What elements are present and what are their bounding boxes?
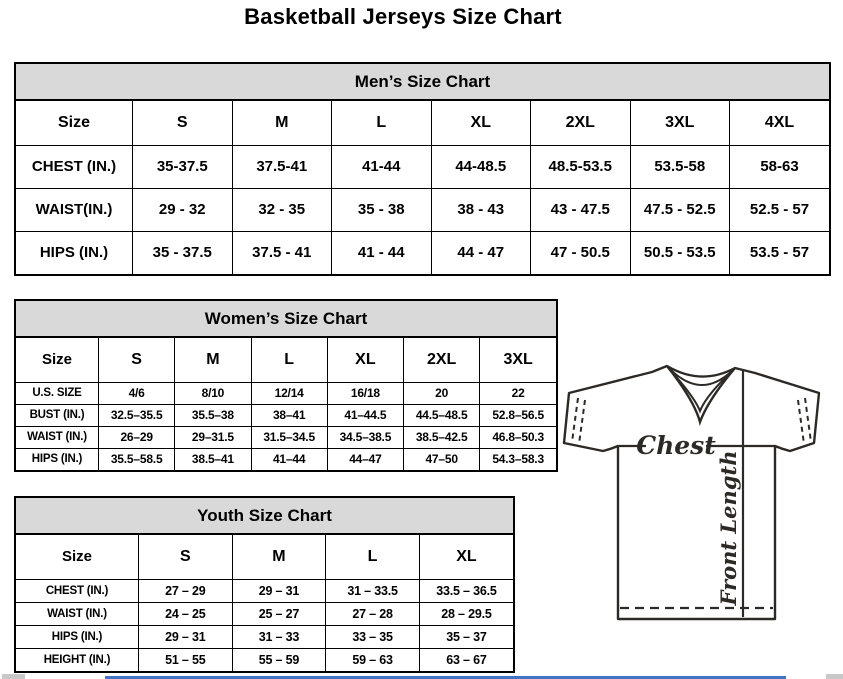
chest-measure-label: Chest bbox=[636, 431, 716, 460]
value-cell: 44-48.5 bbox=[431, 145, 531, 188]
value-cell: 48.5-53.5 bbox=[531, 145, 631, 188]
size-header-cell: M bbox=[232, 101, 332, 145]
value-cell: 22 bbox=[480, 382, 556, 404]
measurement-row bbox=[16, 579, 513, 602]
value-cell: 59 – 63 bbox=[326, 648, 420, 671]
value-cell: 20 bbox=[404, 382, 480, 404]
measurement-row bbox=[16, 448, 556, 470]
measurement-row bbox=[16, 648, 513, 671]
value-cell: 53.5 - 57 bbox=[730, 231, 830, 274]
measurement-row bbox=[16, 231, 829, 274]
value-cell: 27 – 28 bbox=[326, 602, 420, 625]
womens-size-table bbox=[16, 338, 556, 470]
size-header-row bbox=[16, 535, 513, 579]
value-cell: 25 – 27 bbox=[232, 602, 326, 625]
size-header-cell: M bbox=[232, 535, 326, 579]
size-header-cell: L bbox=[251, 338, 327, 382]
row-label-cell: WAIST (IN.) bbox=[16, 426, 99, 448]
womens-size-chart-section bbox=[14, 299, 558, 472]
row-label-cell: WAIST(IN.) bbox=[16, 188, 133, 231]
value-cell: 29 – 31 bbox=[139, 625, 233, 648]
value-cell: 28 – 29.5 bbox=[419, 602, 513, 625]
size-header-row bbox=[16, 338, 556, 382]
value-cell: 33 – 35 bbox=[326, 625, 420, 648]
value-cell: 4/6 bbox=[99, 382, 175, 404]
measurement-row bbox=[16, 404, 556, 426]
row-label-cell: HIPS (IN.) bbox=[16, 231, 133, 274]
measurement-row bbox=[16, 382, 556, 404]
value-cell: 50.5 - 53.5 bbox=[630, 231, 730, 274]
size-header-cell: 3XL bbox=[630, 101, 730, 145]
value-cell: 31 – 33 bbox=[232, 625, 326, 648]
value-cell: 41–44.5 bbox=[327, 404, 403, 426]
value-cell: 55 – 59 bbox=[232, 648, 326, 671]
value-cell: 33.5 – 36.5 bbox=[419, 579, 513, 602]
value-cell: 41 - 44 bbox=[332, 231, 432, 274]
measurement-row bbox=[16, 625, 513, 648]
value-cell: 29 – 31 bbox=[232, 579, 326, 602]
mens-chart-title: Men’s Size Chart bbox=[16, 64, 829, 101]
size-header-cell: L bbox=[326, 535, 420, 579]
value-cell: 32 - 35 bbox=[232, 188, 332, 231]
measurement-row bbox=[16, 426, 556, 448]
value-cell: 24 – 25 bbox=[139, 602, 233, 625]
value-cell: 26–29 bbox=[99, 426, 175, 448]
value-cell: 16/18 bbox=[327, 382, 403, 404]
youth-size-table bbox=[16, 535, 513, 671]
value-cell: 31 – 33.5 bbox=[326, 579, 420, 602]
value-cell: 32.5–35.5 bbox=[99, 404, 175, 426]
scrollbar-left-track[interactable] bbox=[2, 674, 25, 679]
measurement-row bbox=[16, 188, 829, 231]
value-cell: 38 - 43 bbox=[431, 188, 531, 231]
value-cell: 51 – 55 bbox=[139, 648, 233, 671]
mens-size-chart-section bbox=[14, 62, 831, 276]
scrollbar-right-track[interactable] bbox=[826, 674, 843, 679]
value-cell: 35-37.5 bbox=[133, 145, 233, 188]
value-cell: 43 - 47.5 bbox=[531, 188, 631, 231]
value-cell: 29 - 32 bbox=[133, 188, 233, 231]
value-cell: 53.5-58 bbox=[630, 145, 730, 188]
size-header-cell: M bbox=[175, 338, 251, 382]
row-label-cell: HIPS (IN.) bbox=[16, 625, 139, 648]
value-cell: 47–50 bbox=[404, 448, 480, 470]
row-label-cell: HEIGHT (IN.) bbox=[16, 648, 139, 671]
value-cell: 44.5–48.5 bbox=[404, 404, 480, 426]
row-label-cell: BUST (IN.) bbox=[16, 404, 99, 426]
value-cell: 35 - 38 bbox=[332, 188, 432, 231]
value-cell: 12/14 bbox=[251, 382, 327, 404]
jersey-diagram bbox=[556, 358, 830, 626]
measurement-row bbox=[16, 145, 829, 188]
row-label-cell: WAIST (IN.) bbox=[16, 602, 139, 625]
size-column-header: Size bbox=[16, 101, 133, 145]
value-cell: 44 - 47 bbox=[431, 231, 531, 274]
value-cell: 35 – 37 bbox=[419, 625, 513, 648]
value-cell: 41–44 bbox=[251, 448, 327, 470]
value-cell: 37.5 - 41 bbox=[232, 231, 332, 274]
value-cell: 63 – 67 bbox=[419, 648, 513, 671]
youth-chart-title: Youth Size Chart bbox=[16, 498, 513, 535]
value-cell: 44–47 bbox=[327, 448, 403, 470]
value-cell: 52.5 - 57 bbox=[730, 188, 830, 231]
value-cell: 47.5 - 52.5 bbox=[630, 188, 730, 231]
value-cell: 52.8–56.5 bbox=[480, 404, 556, 426]
size-header-cell: 3XL bbox=[480, 338, 556, 382]
value-cell: 58-63 bbox=[730, 145, 830, 188]
size-column-header: Size bbox=[16, 338, 99, 382]
jersey-illustration bbox=[556, 358, 830, 626]
size-header-cell: XL bbox=[431, 101, 531, 145]
value-cell: 41-44 bbox=[332, 145, 432, 188]
womens-chart-title: Women’s Size Chart bbox=[16, 301, 556, 338]
value-cell: 47 - 50.5 bbox=[531, 231, 631, 274]
size-header-cell: S bbox=[99, 338, 175, 382]
size-header-cell: 2XL bbox=[404, 338, 480, 382]
size-header-cell: XL bbox=[419, 535, 513, 579]
front-length-label: Front Length bbox=[716, 450, 741, 606]
size-header-cell: 2XL bbox=[531, 101, 631, 145]
value-cell: 35 - 37.5 bbox=[133, 231, 233, 274]
row-label-cell: U.S. SIZE bbox=[16, 382, 99, 404]
value-cell: 54.3–58.3 bbox=[480, 448, 556, 470]
mens-size-table bbox=[16, 101, 829, 274]
size-header-row bbox=[16, 101, 829, 145]
value-cell: 34.5–38.5 bbox=[327, 426, 403, 448]
value-cell: 27 – 29 bbox=[139, 579, 233, 602]
size-header-cell: XL bbox=[327, 338, 403, 382]
size-column-header: Size bbox=[16, 535, 139, 579]
value-cell: 38.5–41 bbox=[175, 448, 251, 470]
value-cell: 35.5–58.5 bbox=[99, 448, 175, 470]
row-label-cell: CHEST (IN.) bbox=[16, 579, 139, 602]
row-label-cell: HIPS (IN.) bbox=[16, 448, 99, 470]
youth-size-chart-section bbox=[14, 496, 515, 673]
size-header-cell: L bbox=[332, 101, 432, 145]
value-cell: 38.5–42.5 bbox=[404, 426, 480, 448]
size-header-cell: S bbox=[139, 535, 233, 579]
page-title: Basketball Jerseys Size Chart bbox=[244, 4, 562, 29]
size-header-cell: 4XL bbox=[730, 101, 830, 145]
value-cell: 8/10 bbox=[175, 382, 251, 404]
value-cell: 29–31.5 bbox=[175, 426, 251, 448]
size-header-cell: S bbox=[133, 101, 233, 145]
row-label-cell: CHEST (IN.) bbox=[16, 145, 133, 188]
value-cell: 37.5-41 bbox=[232, 145, 332, 188]
value-cell: 46.8–50.3 bbox=[480, 426, 556, 448]
measurement-row bbox=[16, 602, 513, 625]
value-cell: 31.5–34.5 bbox=[251, 426, 327, 448]
value-cell: 38–41 bbox=[251, 404, 327, 426]
value-cell: 35.5–38 bbox=[175, 404, 251, 426]
